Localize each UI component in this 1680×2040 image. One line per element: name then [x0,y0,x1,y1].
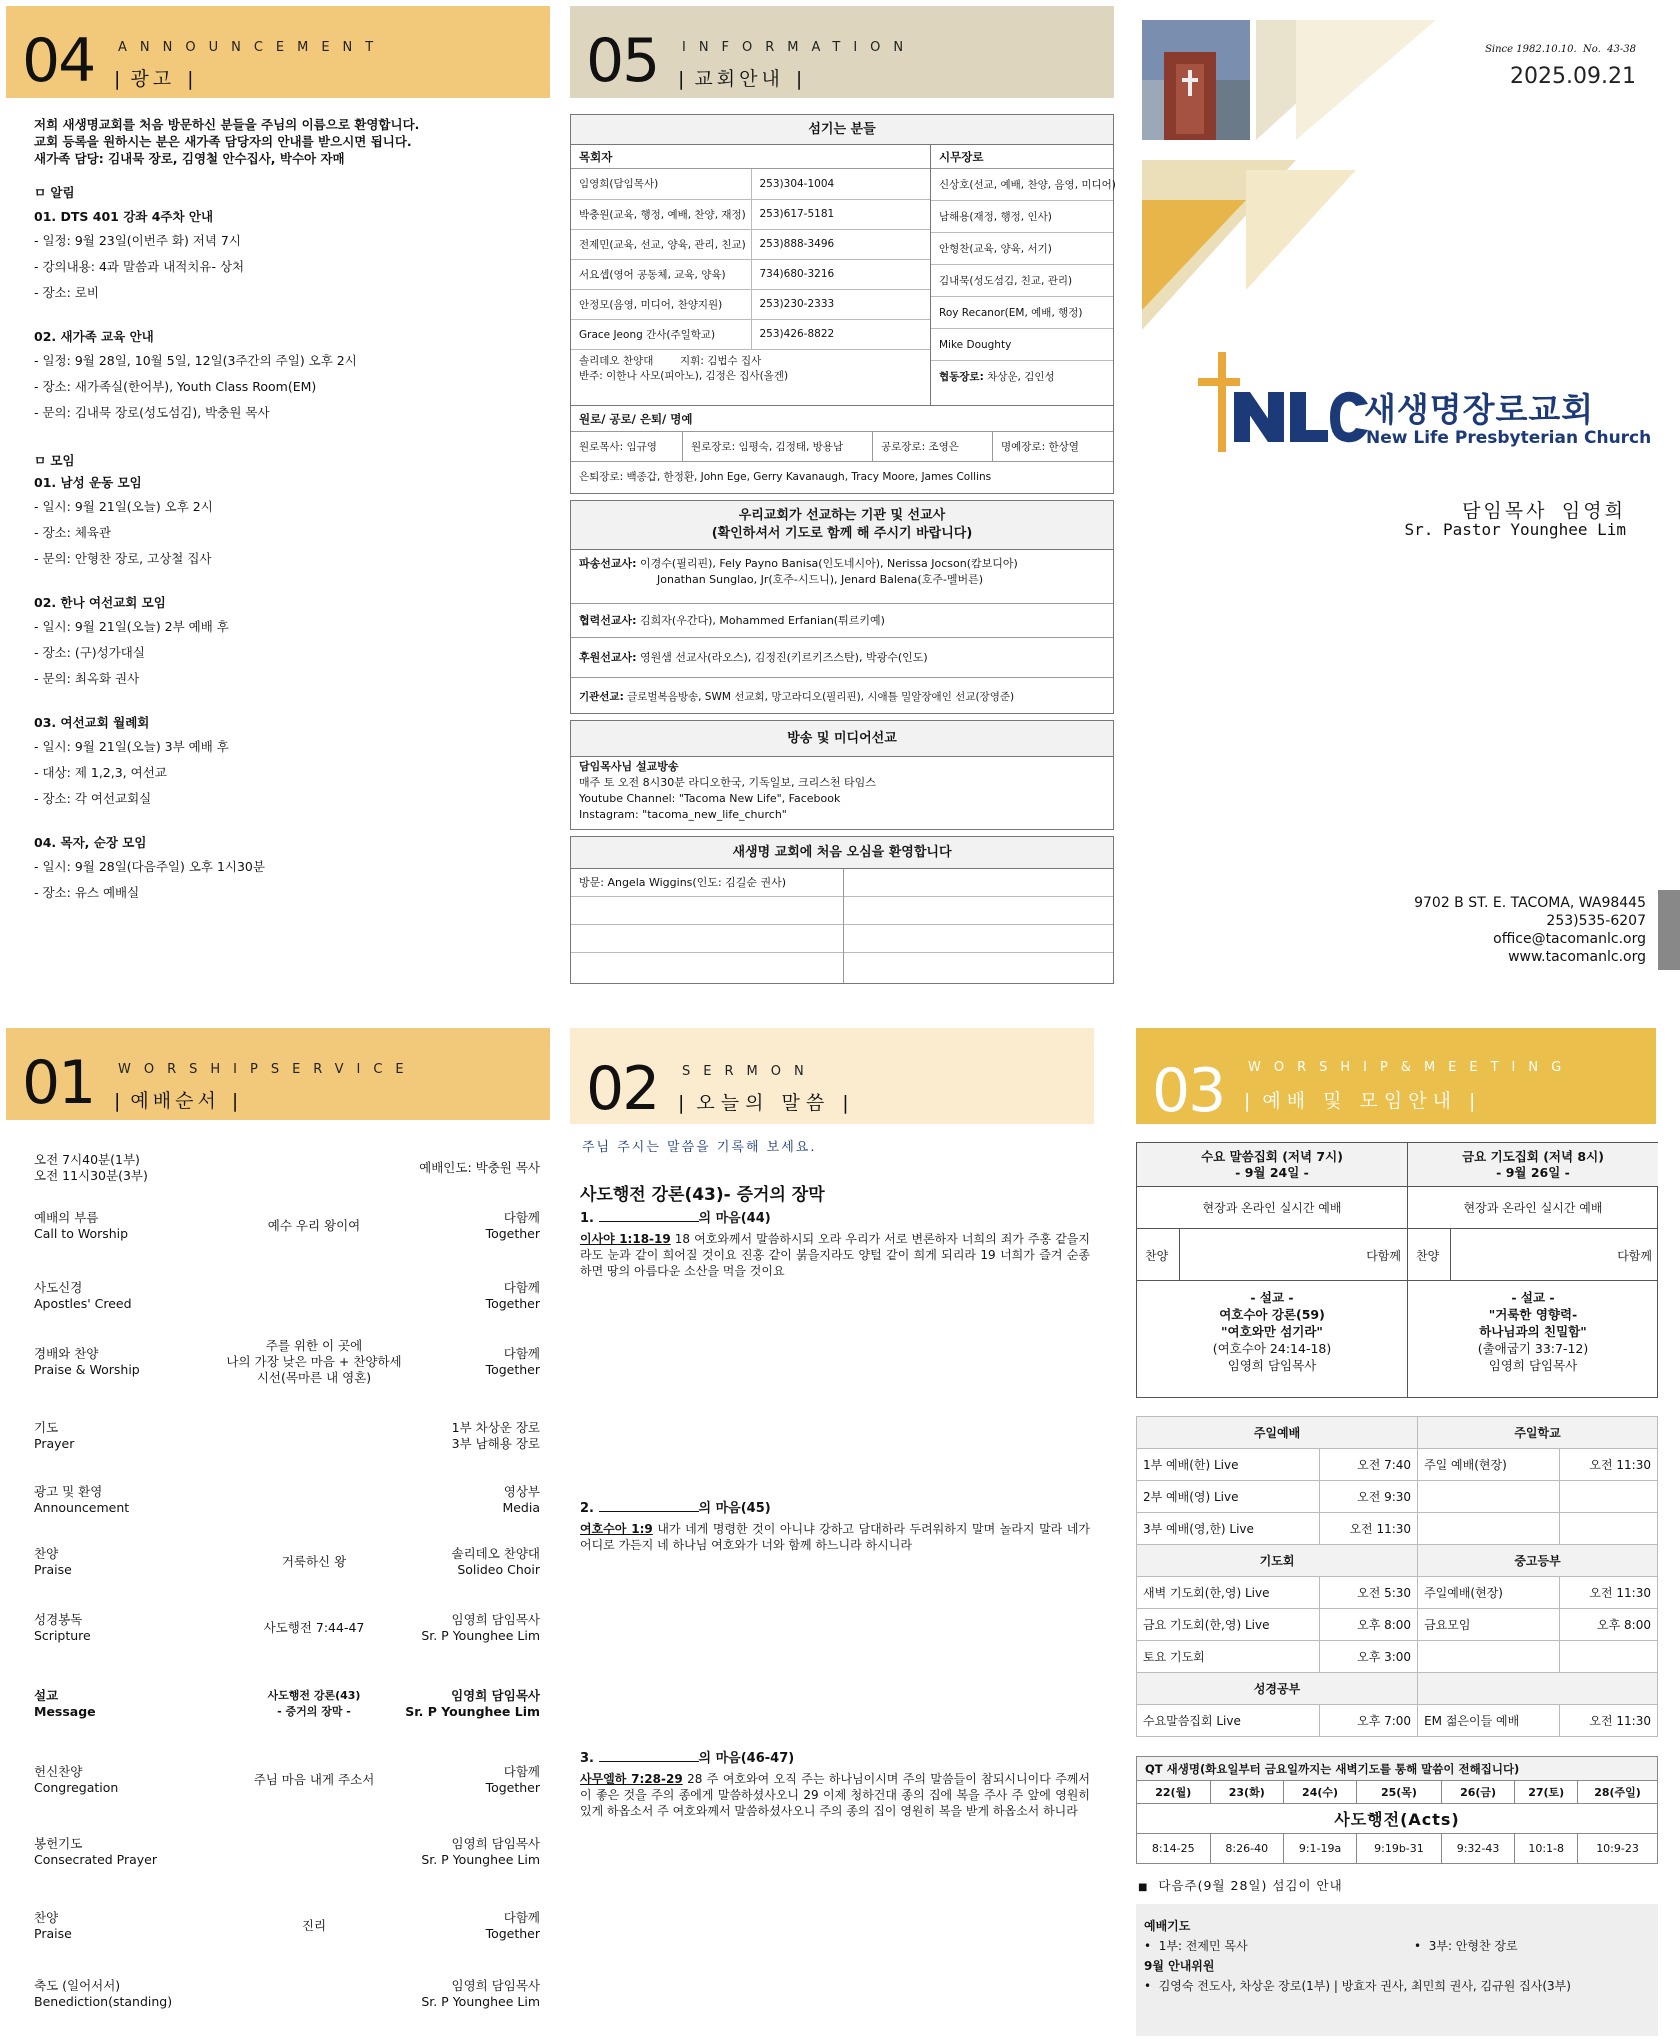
mission-title [571,501,1113,550]
media-line: Instagram: "tacoma_new_life_church" [579,808,787,821]
pastors-head: 목회자 [571,145,930,169]
elder-entry: Roy Recanor(EM, 예배, 행정) [931,297,1113,329]
order-leader: 다함께 [503,1764,540,1779]
qt-day: 23(화) [1210,1781,1284,1804]
mission-title-line: (확인하셔서 기도로 함께 해 주시기 바랍니다) [711,526,973,541]
next-week-label: 다음주(9월 28일) 섬김이 안내 [1158,1878,1343,1893]
mission-text: 김희자(우간다), Mohammed Erfanian(튀르키예) [640,614,885,627]
order-leader-en: Solideo Choir [457,1562,540,1577]
nlc-logo [1194,352,1370,452]
issue-date: 2025.09.21 [1510,64,1636,89]
section-english: WORSHIPSERVICE [118,1062,417,1077]
mission-row [571,638,1113,678]
wed-head [1137,1143,1407,1187]
honor-entry: 명예장로: 한상열 [1001,441,1079,453]
msg-line: - 설교 - [1511,1290,1555,1305]
sunday-head: 주일예배 [1137,1417,1418,1449]
order-korean: 사도신경 [34,1280,83,1295]
welcome-title: 새생명 교회에 처음 오심을 환영합니다 [571,837,1113,869]
schedule-time: 오전 11:30 [1560,1449,1658,1481]
qt-ref: 9:32-43 [1441,1834,1515,1864]
address-line: 253)535-6207 [1546,913,1646,929]
pastor-phone: 253)230-2333 [751,289,930,319]
schedule-time: 오후 8:00 [1560,1609,1658,1641]
wed-praise [1137,1229,1407,1281]
announcement-header [6,6,550,98]
meeting-heading: ㅁ 모임 [34,453,75,468]
welcome-text [34,116,544,167]
meeting-header [1136,1028,1656,1124]
worship-leader: 예배인도: 박충원 목사 [419,1160,540,1175]
meeting-item [34,833,544,903]
point-heading: 의 마음(46-47) [698,1751,795,1766]
order-title: 예수 우리 왕이여 [267,1218,361,1233]
order-leader-en: Sr. P Younghee Lim [405,1704,540,1719]
midweek-table [1136,1142,1658,1398]
order-english: Benediction(standing) [34,1994,173,2009]
item-line: - 일시: 9월 21일(오늘) 3부 예배 후 [34,739,229,754]
order-leader: 임영희 담임목사 [451,1836,540,1851]
msg-line: - 설교 - [1250,1290,1294,1305]
order-english: Praise [34,1562,72,1577]
order-title: 주님 마음 내게 주소서 [253,1772,375,1787]
item-line: - 문의: 안형찬 장로, 고상철 집사 [34,551,212,566]
section-english: SERMON [682,1064,817,1079]
order-leader-en: Together [485,1226,540,1241]
order-leader-en: Sr. P Younghee Lim [421,1628,540,1643]
youth-head: 중고등부 [1418,1545,1658,1577]
qt-ref: 8:14-25 [1137,1834,1211,1864]
schedule-name: EM 젊은이들 예배 [1418,1705,1560,1737]
item-line: - 장소: 로비 [34,285,99,300]
qt-ref: 8:26-40 [1210,1834,1284,1864]
wed-live: 현장과 온라인 실시간 예배 [1137,1187,1407,1229]
item-line: - 장소: 새가족실(한어부), Youth Class Room(EM) [34,379,317,394]
schedule-name: 1부 예배(한) Live [1137,1449,1320,1481]
worship-header [6,1028,550,1120]
praise-label: 찬양 [1145,1249,1169,1263]
schedule-name: 주일 예배(현장) [1418,1449,1560,1481]
item-title: 04. 목자, 순장 모임 [34,835,147,850]
usher-list: 김영숙 전도사, 차상운 장로(1부) | 방효자 권사, 최민희 권사, 김규원 집사(3부) [1158,1979,1571,1993]
media-line: 매주 토 오전 8시30분 라디오한국, 기독일보, 크리스천 타임스 [579,776,876,789]
order-leader: 임영희 담임목사 [451,1612,540,1627]
order-korean: 찬양 [34,1910,59,1925]
mission-label: 후원선교사: [579,651,637,664]
honor-entry: 원로목사: 임규영 [571,432,683,461]
choir-info [571,350,930,388]
point-heading: 의 마음(44) [698,1211,771,1226]
serving-title: 섬기는 분들 [571,115,1113,145]
order-leader: 다함께 [503,1346,540,1361]
order-korean: 설교 [34,1688,59,1703]
fri-live: 현장과 온라인 실시간 예배 [1408,1187,1658,1229]
scripture-ref: 여호수아 1:9 [580,1522,653,1536]
msg-line: 임영희 담임목사 [1488,1358,1578,1373]
welcome-table [570,836,1114,984]
sermon-note: 주님 주시는 말씀을 기록해 보세요. [582,1140,817,1155]
order-leader: 영상부 [503,1484,540,1499]
fill-blank[interactable] [599,1500,699,1512]
order-english: Consecrated Prayer [34,1852,158,1867]
schedule-name: 토요 기도회 [1137,1641,1320,1673]
msg-line: "거룩한 영향력- [1488,1307,1578,1322]
order-english: Praise [34,1926,72,1941]
order-english: Message [34,1704,96,1719]
schedule-name: 새벽 기도회(한,영) Live [1137,1577,1320,1609]
scripture-ref: 사무엘하 7:28-29 [580,1772,683,1786]
order-korean: 헌신찬양 [34,1764,83,1779]
order-leader: 솔리데오 찬양대 [451,1546,540,1561]
schedule-time: 오전 9:30 [1320,1481,1418,1513]
pastor-phone: 253)426-8822 [751,319,930,349]
pastor-name: 서요셉(영어 공동체, 교육, 양육) [571,259,751,289]
coop-names: 차상운, 김인성 [987,371,1055,383]
order-korean: 찬양 [34,1546,59,1561]
order-korean: 봉헌기도 [34,1836,83,1851]
welcome-line: 저희 새생명교회를 처음 방문하신 분들을 주님의 이름으로 환영합니다. [34,117,420,132]
order-english: Announcement [34,1500,130,1515]
item-title: 02. 한나 여선교회 모임 [34,595,166,610]
order-english: Congregation [34,1780,119,1795]
elder-entry: 신상호(선교, 예배, 찬양, 음영, 미디어) [931,169,1113,201]
schedule-name: 3부 예배(영,한) Live [1137,1513,1320,1545]
point-heading: 의 마음(45) [698,1501,771,1516]
prayer-label: 예배기도 [1144,1919,1191,1933]
schedule-time: 오전 11:30 [1560,1705,1658,1737]
order-leader-en: Together [485,1926,540,1941]
logo-korean: 새생명장로교회 [1364,390,1595,429]
servants-box: 예배기도 • 1부: 전제민 목사 • 3부: 안형찬 장로 9월 안내위원 • 김영숙 전도사, 차상운 장로(1부) | 방효자 권사, 최민희 권사, 김규원 집사(3부) [1136,1904,1658,2036]
qt-ref: 10:9-23 [1578,1834,1658,1864]
meeting-item [34,713,544,809]
section-number: 03 [1152,1056,1225,1126]
cover-panel [1136,0,1680,1000]
qt-ref: 9:1-19a [1284,1834,1357,1864]
item-line: - 대상: 제 1,2,3, 여선교 [34,765,167,780]
schedule-time: 오전 11:30 [1560,1577,1658,1609]
section-korean: | 광고 | [114,64,198,91]
msg-line: (출애굽기 33:7-12) [1477,1341,1589,1356]
item-line: - 일시: 9월 21일(오늘) 2부 예배 후 [34,619,229,634]
information-header [570,6,1114,98]
qt-table [1136,1756,1658,1864]
bible-head: 성경공부 [1137,1673,1418,1705]
order-title: 사도행전 7:44-47 [263,1620,365,1635]
media-title: 방송 및 미디어선교 [571,721,1113,757]
order-korean: 성경봉독 [34,1612,83,1627]
welcome-line: 새가족 담당: 김내묵 장로, 김영철 안수집사, 박수아 자매 [34,151,345,166]
pastor-phone: 253)617-5181 [751,199,930,229]
order-title: 진리 [301,1918,327,1933]
pastor-name: 전제민(교육, 선교, 양육, 관리, 친교) [571,229,751,259]
pastor-phone: 253)888-3496 [751,229,930,259]
order-leader: 임영희 담임목사 [451,1688,540,1703]
section-korean: | 오늘의 말씀 | [678,1088,855,1115]
section-number: 04 [22,26,95,96]
item-line: - 장소: (구)성가대실 [34,645,145,660]
wed-message [1137,1289,1407,1374]
schedule-time: 오후 8:00 [1320,1609,1418,1641]
scripture-text: 내가 네게 명령한 것이 아니냐 강하고 담대하라 두려워하지 말며 놀라지 말라 네가 어디로 가든지 네 하나님 여호와가 너와 함께 하느니라 하시니라 [580,1522,1091,1552]
section-korean: | 예배 및 모임안내 | [1244,1086,1481,1113]
fill-blank[interactable] [599,1210,699,1222]
order-title: 사도행전 강론(43) - 증거의 장막 - [267,1689,361,1718]
pastor-name: 임영희(담임목사) [571,169,751,199]
section-english: ANNOUNCEMENT [118,40,387,55]
media-table [570,720,1114,830]
mission-row [571,550,1113,604]
usher-label: 9월 안내위원 [1144,1959,1215,1973]
pastor-phone: 253)304-1004 [751,169,930,199]
scripture-text: 18 여호와께서 말씀하시되 오라 우리가 서로 변론하자 너희의 죄가 주홍 같을지라도 눈과 같이 희어질 것이요 진홍 같이 붉을지라도 양털 같이 희게 되리라 19 너희가 즐겨 순종하면 땅의 아름다운 소산을 먹을 것이요 [580,1232,1090,1278]
item-title: 02. 새가족 교육 안내 [34,329,154,344]
sermon-point [580,1210,1090,1279]
coop-elders [931,361,1113,393]
logo-english: New Life Presbyterian Church [1366,428,1652,448]
side-tab [1658,890,1680,970]
meeting-item [34,593,544,689]
point-number: 2. [580,1501,594,1516]
order-title: 거룩하신 왕 [281,1554,347,1569]
fill-blank[interactable] [599,1750,699,1762]
time-line: 오전 7시40분(1부) [34,1152,140,1167]
mission-label: 기관선교: [579,691,624,703]
qt-day: 27(토) [1515,1781,1578,1804]
section-english: INFORMATION [682,40,917,55]
cross-icon [1218,352,1226,452]
order-leader: 임영희 담임목사 [451,1978,540,1993]
msg-line: "여호와만 섬기라" [1221,1324,1323,1339]
order-english: Praise & Worship [34,1362,140,1377]
section-number: 05 [586,26,659,96]
qt-book: 사도행전(Acts) [1137,1804,1658,1834]
order-leader-en: Together [485,1780,540,1795]
msg-line: (여호수아 24:14-18) [1212,1341,1332,1356]
prayer-head: 기도회 [1137,1545,1418,1577]
section-korean: | 예배순서 | [114,1086,242,1113]
schedule-name: 금요모임 [1418,1609,1560,1641]
qt-day: 24(수) [1284,1781,1357,1804]
visitor-entry: 방문: Angela Wiggins(인도: 김길순 권사) [571,869,1113,897]
elder-entry: 김내묵(성도섬김, 친교, 관리) [931,265,1113,297]
pastor-name: Grace Jeong 간사(주일학교) [571,319,751,349]
item-line: - 장소: 각 여선교회실 [34,791,152,806]
item-line: - 일시: 9월 28일(다음주일) 오후 1시30분 [34,859,265,874]
fri-head [1408,1143,1658,1187]
address-line: www.tacomanlc.org [1508,949,1646,965]
retired-elders: 은퇴장로: 백종갑, 한정환, John Ege, Gerry Kavanaugh, Tracy Moore, James Collins [579,471,992,483]
schedule-time: 오전 5:30 [1320,1577,1418,1609]
honor-entry: 공로장로: 조영은 [873,432,993,461]
pastor-name: 박충원(교육, 행정, 예배, 찬양, 재정) [571,199,751,229]
item-title: 01. 남성 운동 모임 [34,475,142,490]
item-line: - 일정: 9월 23일(이번주 화) 저녁 7시 [34,233,241,248]
order-korean: 광고 및 환영 [34,1484,103,1499]
notice-heading: ㅁ 알림 [34,185,75,200]
msg-line: 하나님과의 친밀함" [1479,1324,1587,1339]
mission-text: Jonathan Sunglao, Jr(호주-시드니), Jenard Balena(호주-멜버른) [657,573,984,586]
prayer-1: 1부: 전제민 목사 [1158,1939,1248,1953]
qt-day: 28(주일) [1578,1781,1658,1804]
order-leader: 다함께 [503,1280,540,1295]
item-title: 03. 여선교회 월례회 [34,715,150,730]
honor-entry: 원로장로: 임평숙, 김정태, 방용남 [683,432,873,461]
schedule-name: 주일예배(현장) [1418,1577,1560,1609]
mission-text: 이경수(필리핀), Fely Payno Banisa(인도네시아), Nerissa Jocson(캄보디아) [640,557,1018,570]
address-line: 9702 B ST. E. TACOMA, WA98445 [1414,895,1646,911]
time-line: 오전 11시30분(3부) [34,1168,148,1183]
order-leader: 1부 차상운 장로 [451,1420,540,1435]
address-line: office@tacomanlc.org [1493,931,1646,947]
qt-ref: 9:19b-31 [1357,1834,1442,1864]
notice-item [34,327,544,423]
item-line: - 문의: 최옥화 권사 [34,671,140,686]
order-korean: 경배와 찬양 [34,1346,99,1361]
mission-text: 글로벌복음방송, SWM 선교회, 망고라디오(필리핀), 시애틀 밀알장애인 선교(장영준) [627,691,1015,703]
fri-title: 금요 기도집회 (저녁 8시) [1462,1149,1604,1164]
honor-section [571,405,1113,492]
schedule-time: 오전 7:40 [1320,1449,1418,1481]
order-english: Call to Worship [34,1226,129,1241]
honor-head: 원로/ 공로/ 은퇴/ 명예 [571,406,1113,432]
elders-column [931,145,1116,405]
since-line: Since 1982.10.10. No. 43-38 [1485,44,1636,55]
item-line: - 문의: 김내묵 장로(성도섬김), 박충원 목사 [34,405,270,420]
section-korean: | 교회안내 | [678,64,806,91]
sermon-point [580,1500,1090,1553]
qt-title: QT 새생명(화요일부터 금요일까지는 새벽기도를 통해 말씀이 전해집니다) [1137,1757,1658,1781]
together-label: 다함께 [1617,1249,1652,1263]
item-line: - 일정: 9월 28일, 10월 5일, 12일(3주간의 주일) 오후 2시 [34,353,357,368]
item-title: 01. DTS 401 강좌 4주차 안내 [34,209,214,224]
order-korean: 예배의 부름 [34,1210,99,1225]
order-leader-en: Sr. P Younghee Lim [421,1852,540,1867]
media-line: Youtube Channel: "Tacoma New Life", Facebook [579,792,841,805]
schedule-name: 2부 예배(영) Live [1137,1481,1320,1513]
order-leader-en: Together [485,1362,540,1377]
mission-label: 협력선교사: [579,614,637,627]
order-leader-en: Sr. P Younghee Lim [421,1994,540,2009]
prayer-3: 3부: 안형찬 장로 [1428,1939,1518,1953]
praise-label: 찬양 [1416,1249,1440,1263]
wed-date: - 9월 24일 - [1235,1165,1309,1180]
choir-line: 솔리데오 찬양대 지휘: 김법수 집사 [579,354,762,367]
next-week-line: ■ 다음주(9월 28일) 섬김이 안내 [1138,1878,1343,1893]
sermon-point [580,1750,1090,1819]
item-line: - 일시: 9월 21일(오늘) 오후 2시 [34,499,213,514]
elder-entry: 남해용(재정, 행정, 인사) [931,201,1113,233]
item-line: - 장소: 체육관 [34,525,112,540]
schedule-time: 오후 7:00 [1320,1705,1418,1737]
fri-praise [1408,1229,1658,1281]
elder-entry: Mike Doughty [931,329,1113,361]
order-title: 주를 위한 이 곳에 나의 가장 낮은 마음 + 찬양하세 시선(목마른 내 영혼) [226,1338,402,1385]
pastor-korean: 담임목사 임영희 [1462,500,1626,522]
schedule-table [1136,1416,1658,1737]
order-leader-en: Together [485,1296,540,1311]
sermon-title: 사도행전 강론(43)- 증거의 장막 [580,1185,825,1205]
msg-line: 임영희 담임목사 [1227,1358,1317,1373]
qt-ref: 10:1-8 [1515,1834,1578,1864]
mission-title-line: 우리교회가 선교하는 기관 및 선교사 [738,508,946,523]
schedule-time: 오후 3:00 [1320,1641,1418,1673]
mission-row [571,604,1113,638]
elders-head: 시무장로 [931,145,1113,169]
schedule-time: 오전 11:30 [1320,1513,1418,1545]
pastor-phone: 734)680-3216 [751,259,930,289]
point-number: 3. [580,1751,594,1766]
sermon-header [570,1028,1094,1124]
order-english: Scripture [34,1628,91,1643]
mission-label: 파송선교사: [579,557,637,570]
pastor-name: 안정모(음영, 미디어, 찬양지원) [571,289,751,319]
scripture-text: 28 주 여호와여 오직 주는 하나님이시며 주의 말씀들이 참되시니이다 주께서 이 좋은 것을 주의 종에게 말씀하셨사오니 29 이제 청하건대 종의 집에 복을 주사 주 앞에 영원히 있게 하옵소서 주 여호와께서 말씀하셨사오니 주의 종의 집이 영원히 복을 받게 하옵소서 하니라 [580,1772,1090,1818]
wed-title: 수요 말씀집회 (저녁 7시) [1201,1149,1343,1164]
order-leader: 다함께 [503,1210,540,1225]
choir-line: 반주: 이한나 사모(피아노), 김정은 집사(올겐) [579,369,789,382]
mission-text: 영원샘 선교사(라오스), 김정진(키르키즈스탄), 박광수(인도) [640,651,928,664]
item-line: - 장소: 유스 예배실 [34,885,140,900]
scripture-ref: 이사야 1:18-19 [580,1232,671,1246]
elder-entry: 안형찬(교육, 양육, 서기) [931,233,1113,265]
order-english: Prayer [34,1436,75,1451]
pastor-english: Sr. Pastor Younghee Lim [1404,520,1626,539]
serving-table [570,114,1114,494]
qt-day: 26(금) [1441,1781,1515,1804]
order-leader: 다함께 [503,1910,540,1925]
order-leader-en: Media [502,1500,540,1515]
order-korean: 축도 (일어서서) [34,1978,121,1993]
fri-date: - 9월 26일 - [1496,1165,1570,1180]
qt-day: 22(월) [1137,1781,1211,1804]
section-number: 01 [22,1048,95,1118]
point-number: 1. [580,1211,594,1226]
pastors-column [571,145,931,405]
meeting-item [34,473,544,569]
announcement-body [34,116,544,903]
media-line: 담임목사님 설교방송 [579,760,679,773]
welcome-line: 교회 등록을 원하시는 분은 새가족 담당자의 안내를 받으시면 됩니다. [34,134,412,149]
church-address [1414,894,1646,966]
section-number: 02 [586,1054,659,1124]
item-line: - 강의내용: 4과 말씀과 내적치유- 상처 [34,259,245,274]
schedule-name: 수요말씀집회 Live [1137,1705,1320,1737]
msg-line: 여호수아 강론(59) [1219,1307,1325,1322]
order-leader-en: 3부 남해용 장로 [451,1436,540,1451]
coop-label: 협동장로: [939,371,984,383]
mission-table [570,500,1114,714]
order-english: Apostles' Creed [34,1296,132,1311]
qt-day: 25(목) [1357,1781,1442,1804]
fri-message [1408,1289,1658,1374]
notice-item [34,207,544,303]
school-head: 주일학교 [1418,1417,1658,1449]
mission-row [571,678,1113,716]
together-label: 다함께 [1366,1249,1401,1263]
section-english: WORSHIP&MEETING [1248,1060,1575,1075]
order-korean: 기도 [34,1420,59,1435]
schedule-name: 금요 기도회(한,영) Live [1137,1609,1320,1641]
